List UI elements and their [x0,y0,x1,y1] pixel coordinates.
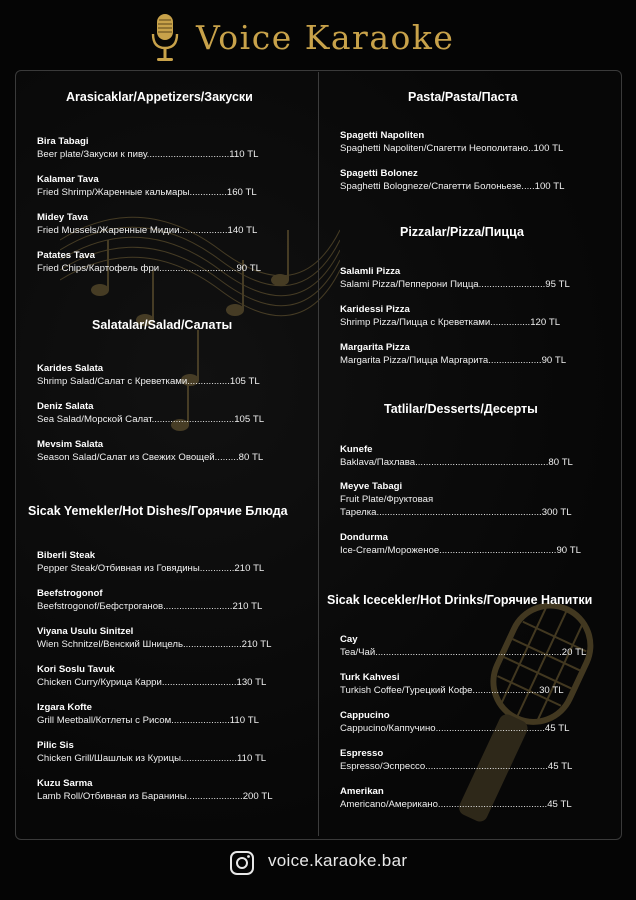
instagram-handle-link[interactable]: voice.karaoke.bar [268,851,408,870]
section-title-appetizers: Arasicaklar/Appetizers/Закуски [66,90,253,104]
item-name: Karides Salata [37,363,104,374]
item-description: Season Salad/Салат из Свежих Овощей.........80 TL [37,452,264,463]
menu-item [340,709,569,735]
instagram-icon[interactable] [229,850,255,876]
item-description: Shrimp Pizza/Пицца с Креветками...............120 TL [340,317,561,328]
item-name: Meyve Tabagi [340,481,403,492]
menu-item [37,587,262,613]
item-name: Kalamar Tava [37,174,99,185]
item-name: Kori Soslu Tavuk [37,664,115,675]
menu-item [340,480,572,519]
item-name: Karidessi Pizza [340,304,410,315]
menu-item [340,443,573,469]
menu-item [37,211,257,237]
menu-item [340,671,564,697]
item-description: Espresso/Эспрессо..............................................45 TL [340,761,573,772]
item-name: Beefstrogonof [37,588,103,599]
item-name: Amerikan [340,786,384,797]
menu-item [340,341,566,367]
item-name: Margarita Pizza [340,342,410,353]
item-description-continued: Тарелка..............................................................300 TL [340,507,572,518]
item-description: Americano/Американо.........................................45 TL [340,799,572,810]
menu-item [37,249,261,275]
item-description: Spaghetti Napoliten/Спагетти Неополитано..100 TL [340,143,564,154]
item-description: Fried Shrimp/Жаренные кальмары..............160 TL [37,187,257,198]
item-name: Bira Tabagi [37,136,89,147]
brand-title: Voice Karaoke [196,18,455,57]
item-description: Fried Chips/Картофель фри.............................90 TL [37,263,261,274]
item-name: Izgara Kofte [37,702,92,713]
menu-item [37,739,266,765]
item-name: Espresso [340,748,384,759]
item-name: Midey Tava [37,212,89,223]
item-name: Kuzu Sarma [37,778,93,789]
section-title-hot-dishes: Sicak Yemekler/Hot Dishes/Горячие Блюда [28,504,288,518]
item-description: Pepper Steak/Отбивная из Говядины.............210 TL [37,563,265,574]
item-name: Salamli Pizza [340,266,401,277]
menu-item [37,362,260,388]
item-description: Beer plate/Закуски к пиву...............................110 TL [37,149,259,160]
section-title-desserts: Tatlilar/Desserts/Десерты [384,402,538,416]
item-description: Fried Mussels/Жаренные Мидии..................140 TL [37,225,258,236]
item-description: Beefstrogonof/Бефстроганов..........................210 TL [37,601,263,612]
menu-item [37,777,273,803]
menu-item [340,167,565,193]
item-name: Dondurma [340,532,388,543]
item-description: Baklava/Пахлава..................................................80 TL [340,457,573,468]
menu-item [340,303,560,329]
item-name: Pilic Sis [37,740,74,751]
menu-item [37,400,264,426]
menu-item [37,173,257,199]
section-title-pasta: Pasta/Pasta/Паста [408,90,518,104]
item-name: Mevsim Salata [37,439,104,450]
menu-item [340,129,563,155]
menu-item [340,531,581,557]
section-title-pizza: Pizzalar/Pizza/Пицца [400,225,524,239]
menu-item [340,265,570,291]
item-name: Spagetti Bolonez [340,168,418,179]
menu-item [37,663,266,689]
microphone-icon [148,12,182,64]
item-description: Ice-Cream/Мороженое............................................90 TL [340,545,581,556]
section-title-salads: Salatalar/Salad/Салаты [92,318,233,332]
item-description: Sea Salad/Морской Салат...............................105 TL [37,414,265,425]
item-name: Cappucino [340,710,390,721]
item-description: Tea/Чай......................................................................20 TL [340,647,587,658]
menu-item [340,747,572,773]
section-title-hot-drinks: Sicak Icecekler/Hot Drinks/Горячие Напитки [327,593,593,607]
item-description: Margarita Pizza/Пицца Маргарита....................90 TL [340,355,567,366]
item-name: Patates Tava [37,250,95,261]
item-description: Salami Pizza/Пепперони Пицца.........................95 TL [340,279,570,290]
menu-item [340,785,572,811]
item-name: Turk Kahvesi [340,672,400,683]
menu-item [340,633,586,659]
menu-item [37,549,264,575]
menu-item [37,438,263,464]
item-description: Turkish Coffee/Турецкий Кофе.........................30 TL [340,685,564,696]
item-description: Chicken Grill/Шашлык из Курицы.....................110 TL [37,753,267,764]
item-description: Lamb Roll/Отбивная из Баранины.....................200 TL [37,791,273,802]
menu-item [37,701,259,727]
item-description: Fruit Plate/Фруктовая [340,494,434,505]
item-description: Grill Meetball/Котлеты с Рисом......................110 TL [37,715,259,726]
item-name: Biberli Steak [37,550,96,561]
menu-item [37,625,272,651]
item-name: Deniz Salata [37,401,94,412]
item-name: Spagetti Napoliten [340,130,425,141]
item-description: Shrimp Salad/Салат с Креветками................105 TL [37,376,260,387]
column-divider [318,72,319,836]
item-description: Wien Schnitzel/Венский Шницель......................210 TL [37,639,272,650]
menu-item [37,135,258,161]
item-name: Cay [340,634,358,645]
item-name: Viyana Usulu Sinitzel [37,626,134,637]
item-name: Kunefe [340,444,373,455]
item-description: Chicken Curry/Курица Карри............................130 TL [37,677,267,688]
menu-header [0,0,636,70]
item-description: Spaghetti Bologneze/Спагетти Болоньезе.....100 TL [340,181,565,192]
item-description: Cappucino/Каппучино.........................................45 TL [340,723,570,734]
